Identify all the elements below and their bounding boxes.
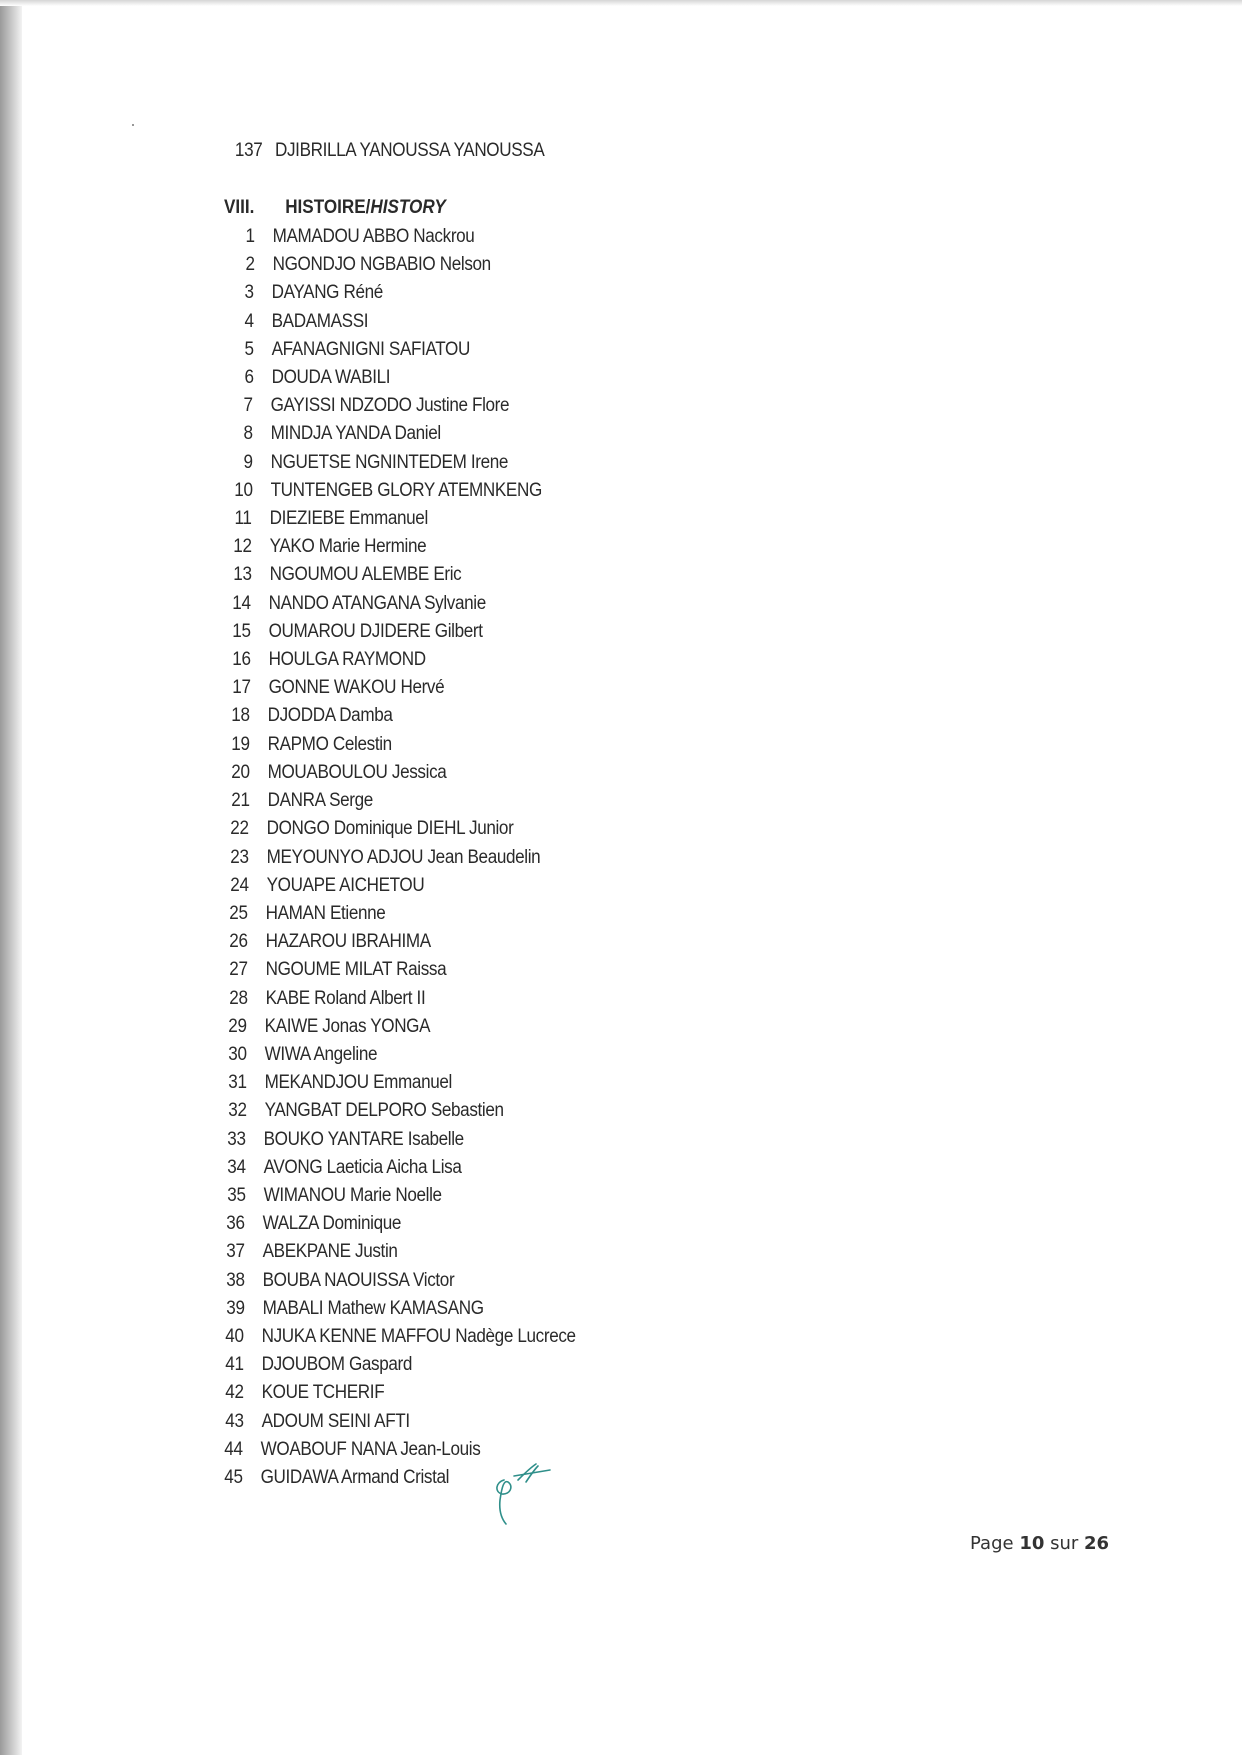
list-item [190,903,385,929]
entry-number: 34 [227,1156,246,1178]
list-item [190,988,425,1014]
entry-number: 4 [244,310,254,332]
entry-name: HAMAN Etienne [266,902,386,924]
entry-name: DONGO Dominique DIEHL Junior [266,818,514,840]
entry-name: DIEZIEBE Emmanuel [269,508,429,530]
entry-name: NGOUME MILAT Raissa [265,959,447,981]
list-item [196,367,390,393]
scan-left-edge [0,0,22,1755]
list-item [191,875,424,901]
entry-number: 5 [244,338,254,360]
entry-name: AVONG Laeticia Aicha Lisa [263,1156,462,1178]
entry-number: 25 [229,902,249,924]
list-item [188,1129,464,1155]
entry-name: MEYOUNYO ADJOU Jean Beaudelin [266,846,541,868]
entry-number: 6 [244,367,254,389]
list-item [194,536,426,562]
entry-number: 33 [227,1128,246,1150]
entry-name: HAZAROU IBRAHIMA [265,931,432,953]
entry-name: GAYISSI NDZODO Justine Flore [270,395,510,417]
list-item [195,423,441,449]
list-item [192,790,373,816]
entry-name: NJUKA KENNE MAFFOU Nadège Lucrece [261,1325,577,1347]
entry-number: 16 [232,649,251,671]
list-item [186,1382,384,1408]
entry-name: GONNE WAKOU Hervé [268,677,444,699]
list-item [187,1270,454,1296]
entry-number: 3 [244,282,255,304]
list-item [193,621,483,647]
list-item [194,508,428,534]
list-item [186,1326,576,1352]
entry-name: DJIBRILLA YANOUSSA YANOUSSA [275,140,545,161]
list-item [188,1157,461,1183]
scan-speck [132,124,134,126]
entry-number: 22 [230,818,249,840]
entry-name: DANRA Serge [267,790,373,812]
list-item [185,1467,449,1493]
entry-number: 137 [234,140,263,161]
current-page: 10 [1019,1533,1045,1554]
list-item [192,762,446,788]
section-title: HISTOIRE/HISTORY [285,197,446,218]
entry-name: KOUE TCHERIF [261,1382,385,1404]
entry-number: 2 [245,254,255,276]
list-item [187,1241,398,1267]
entry-number: 29 [228,1015,247,1037]
entry-name: MABALI Mathew KAMASANG [262,1297,484,1319]
entry-name: MEKANDJOU Emmanuel [264,1072,452,1094]
entry-name: WIWA Angeline [264,1043,378,1065]
entry-name: ADOUM SEINI AFTI [261,1410,410,1432]
entry-number: 24 [230,874,249,896]
entry-name: BOUBA NAOUISSA Victor [262,1269,455,1291]
entry-name: NANDO ATANGANA Sylvanie [269,592,487,614]
list-item [193,649,426,675]
list-item [186,1354,412,1380]
entry-number: 44 [224,1438,243,1460]
entry-name: MAMADOU ABBO Nackrou [272,226,475,247]
list-item [192,734,392,760]
entry-name: BOUKO YANTARE Isabelle [263,1128,465,1150]
entry-number: 45 [224,1467,243,1488]
entry-name: AFANAGNIGNI SAFIATOU [271,338,470,360]
entry-number: 42 [225,1382,244,1404]
list-item [191,847,540,873]
entry-name: KAIWE Jonas YONGA [264,1015,431,1037]
entry-number: 17 [231,677,251,699]
entry-name: RAPMO Celestin [267,733,392,755]
list-item [194,564,461,590]
list-item [230,140,544,166]
entry-number: 31 [228,1072,247,1094]
list-item [196,282,383,308]
list-item [187,1298,484,1324]
entry-name: DJODDA Damba [267,705,393,727]
entry-number: 30 [228,1043,247,1065]
list-item [189,1016,430,1042]
entry-number: 35 [227,1184,246,1206]
handwritten-signature-icon [490,1460,562,1530]
entry-name: ABEKPANE Justin [262,1241,398,1263]
entry-number: 1 [245,226,255,247]
list-item [196,339,470,365]
entry-number: 8 [243,423,253,445]
entry-number: 39 [225,1297,245,1319]
list-item [188,1185,442,1211]
total-pages: 26 [1084,1533,1110,1554]
entry-name: BADAMASSI [271,310,369,332]
scan-top-edge [0,0,1242,6]
list-item [197,226,474,252]
entry-number: 15 [232,620,251,642]
entry-number: 43 [224,1410,244,1432]
entry-number: 36 [226,1213,246,1235]
entry-number: 40 [225,1325,244,1347]
entry-name: GUIDAWA Armand Cristal [260,1467,450,1488]
entry-name: OUMAROU DJIDERE Gilbert [268,620,483,642]
entry-number: 9 [243,451,253,473]
entry-name: NGONDJO NGBABIO Nelson [272,254,491,276]
entry-name: DAYANG Réné [272,282,384,304]
section-heading [224,197,446,219]
list-item [185,1439,480,1465]
list-item [190,959,446,985]
list-item [189,1044,377,1070]
entry-number: 38 [226,1269,245,1291]
list-item [192,705,393,731]
list-item [190,931,431,957]
entry-number: 13 [233,564,252,586]
entry-number: 20 [231,761,250,783]
list-item [195,395,509,421]
entry-name: WOABOUF NANA Jean-Louis [260,1438,481,1460]
entry-number: 14 [232,592,252,614]
entry-number: 10 [233,479,253,501]
list-item [197,254,491,280]
list-item [189,1072,452,1098]
entry-name: YAKO Marie Hermine [269,536,427,558]
entry-name: WIMANOU Marie Noelle [263,1184,442,1206]
entry-name: NGUETSE NGNINTEDEM Irene [270,451,508,473]
page-footer: Page 10 sur 26 [970,1533,1110,1554]
list-item [187,1213,401,1239]
entry-name: DOUDA WABILI [271,367,390,389]
entry-name: YANGBAT DELPORO Sebastien [264,1100,504,1122]
entry-number: 21 [230,790,250,812]
entry-number: 19 [231,733,250,755]
entry-name: WALZA Dominique [263,1213,402,1235]
entry-number: 26 [229,931,248,953]
list-item [195,480,542,506]
list-item [196,311,368,337]
entry-name: TUNTENGEB GLORY ATEMNKENG [270,479,542,501]
list-item [193,677,444,703]
entry-name: DJOUBOM Gaspard [261,1354,413,1376]
entry-number: 37 [226,1241,245,1263]
entry-number: 12 [233,536,252,558]
entry-number: 18 [231,705,250,727]
entry-name: KABE Roland Albert II [265,987,425,1009]
entry-number: 28 [228,987,248,1009]
entry-number: 41 [225,1354,244,1376]
entry-number: 27 [229,959,248,981]
entry-name: MOUABOULOU Jessica [267,761,447,783]
entry-name: YOUAPE AICHETOU [266,874,425,896]
list-item [189,1100,504,1126]
entry-number: 7 [243,395,253,417]
entry-name: HOULGA RAYMOND [268,649,426,671]
section-number: VIII. [224,197,255,218]
entry-number: 23 [230,846,249,868]
list-item [193,593,486,619]
entry-number: 32 [227,1100,247,1122]
list-item [195,452,508,478]
list-item [186,1411,410,1437]
entry-name: MINDJA YANDA Daniel [270,423,441,445]
entry-name: NGOUMOU ALEMBE Eric [269,564,462,586]
list-item [191,818,513,844]
entry-number: 11 [234,508,252,530]
